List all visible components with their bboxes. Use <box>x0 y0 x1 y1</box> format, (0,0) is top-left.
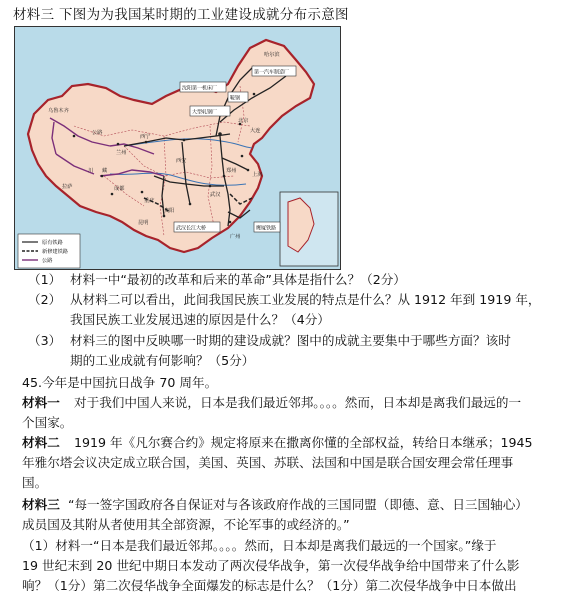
q45-material-2-label: 材料二 <box>22 435 60 450</box>
place-zang-label: 藏 <box>102 168 108 174</box>
place-shanghai: 上海 <box>252 172 263 178</box>
place-chuan-label: 川 <box>88 168 94 174</box>
box-label-shenyang-machine-tool: 沈阳第一机床厂 <box>182 85 218 92</box>
q45-question-1-line-3: 响？（1分）第二次侵华战争全面爆发的标志是什么？（1分）第二次侵华战争中日本做出 <box>22 578 517 593</box>
item-3-number: （3） <box>28 333 62 348</box>
q45-material-2-line-1: 1919 年《凡尔赛合约》规定将原来在撒离你懂的全部权益，转给日本继承；1945 <box>74 435 533 450</box>
place-urumqi: 乌鲁木齐 <box>48 108 69 114</box>
place-xining: 西宁 <box>140 134 151 140</box>
box-label-first-auto-plant: 第一汽车制造厂 <box>254 69 290 76</box>
q45-material-1-line-2: 个国家。 <box>22 415 73 430</box>
item-1-line-1: 材料一中“最初的改革和后来的革命”具体是指什么？（2分） <box>70 272 406 287</box>
q45-material-1-line-1: 对于我们中国人来说，日本是我们最近邻邦。。。。然而，日本却是离我们最远的一 <box>74 395 522 410</box>
item-2-line-1: 从材料二可以看出，此间我国民族工业发展的特点是什么？从 1912 年到 1919 年， <box>70 292 541 307</box>
box-label-angang: 鞍钢 <box>230 95 241 102</box>
legend-new-rail: 新修建铁路 <box>42 249 68 255</box>
q45-material-3-label: 材料三 <box>22 497 60 512</box>
place-chongqing: 重庆 <box>144 198 155 204</box>
q45-question-1-line-1: （1）材料一“日本是我们最近邻邦。。。。然而，日本却是离我们最远的一个国家。”缘于 <box>22 538 497 553</box>
box-label-yingxia-railway: 鹰厦铁路 <box>256 225 277 232</box>
legend-road: 公路 <box>42 258 53 264</box>
q45-material-1-label: 材料一 <box>22 395 60 410</box>
box-label-rolling-mill: 大型轧钢厂 <box>192 109 218 116</box>
place-wuhan: 武汉 <box>210 192 221 198</box>
place-harbin: 哈尔滨 <box>264 52 280 58</box>
box-label-wuhan-bridge: 武汉长江大桥 <box>176 225 207 232</box>
item-3-line-2: 期的工业成就有何影响？（5分） <box>70 353 255 368</box>
item-2-line-2: 我国民族工业发展迅速的原因是什么？（4分） <box>70 312 330 327</box>
q45-question-1-line-2: 19 世纪末到 20 世纪中期日本发动了两次侵华战争，第一次侵华战争给中国带来了什么影 <box>22 558 520 573</box>
item-3-line-1: 材料三的图中反映哪一时期的建设成就？图中的成就主要集中于哪些方面？该时 <box>70 333 511 348</box>
place-road-label: 公路 <box>92 130 103 136</box>
q45-material-2-line-3: 国。 <box>22 475 48 490</box>
place-chengdu: 成都 <box>114 186 125 192</box>
item-1-number: （1） <box>28 272 62 287</box>
place-lanzhou: 兰州 <box>116 150 127 156</box>
industrial-map <box>14 26 341 270</box>
map-legend <box>18 234 80 268</box>
legend-existing-rail: 原有铁路 <box>42 240 63 246</box>
q45-material-3-line-1: “每一签字国政府各自保证对与各该政府作战的三国同盟（即德、意、日三国轴心） <box>68 497 528 512</box>
place-beijing: 北京 <box>238 118 249 124</box>
place-dalian: 大连 <box>250 128 261 134</box>
place-lhasa: 拉萨 <box>62 184 73 190</box>
q45-heading: 45.今年是中国抗日战争 70 周年。 <box>22 375 218 390</box>
material-three-title: 材料三 下图为为我国某时期的工业建设成就分布示意图 <box>13 7 349 23</box>
place-kunming: 昆明 <box>138 220 149 226</box>
place-xian: 西安 <box>176 158 187 164</box>
q45-material-2-line-2: 年雅尔塔会议决定成立联合国，美国、英国、苏联、法国和中国是联合国安理会常任理事 <box>22 455 514 470</box>
place-zhengzhou: 郑州 <box>226 168 237 174</box>
q45-material-3-line-2: 成员国及其附从者使用其全部资源，不论军事的或经济的。” <box>22 517 350 532</box>
place-guiyang: 贵阳 <box>164 208 175 214</box>
item-2-number: （2） <box>28 292 62 307</box>
place-guangzhou: 广州 <box>230 234 241 240</box>
